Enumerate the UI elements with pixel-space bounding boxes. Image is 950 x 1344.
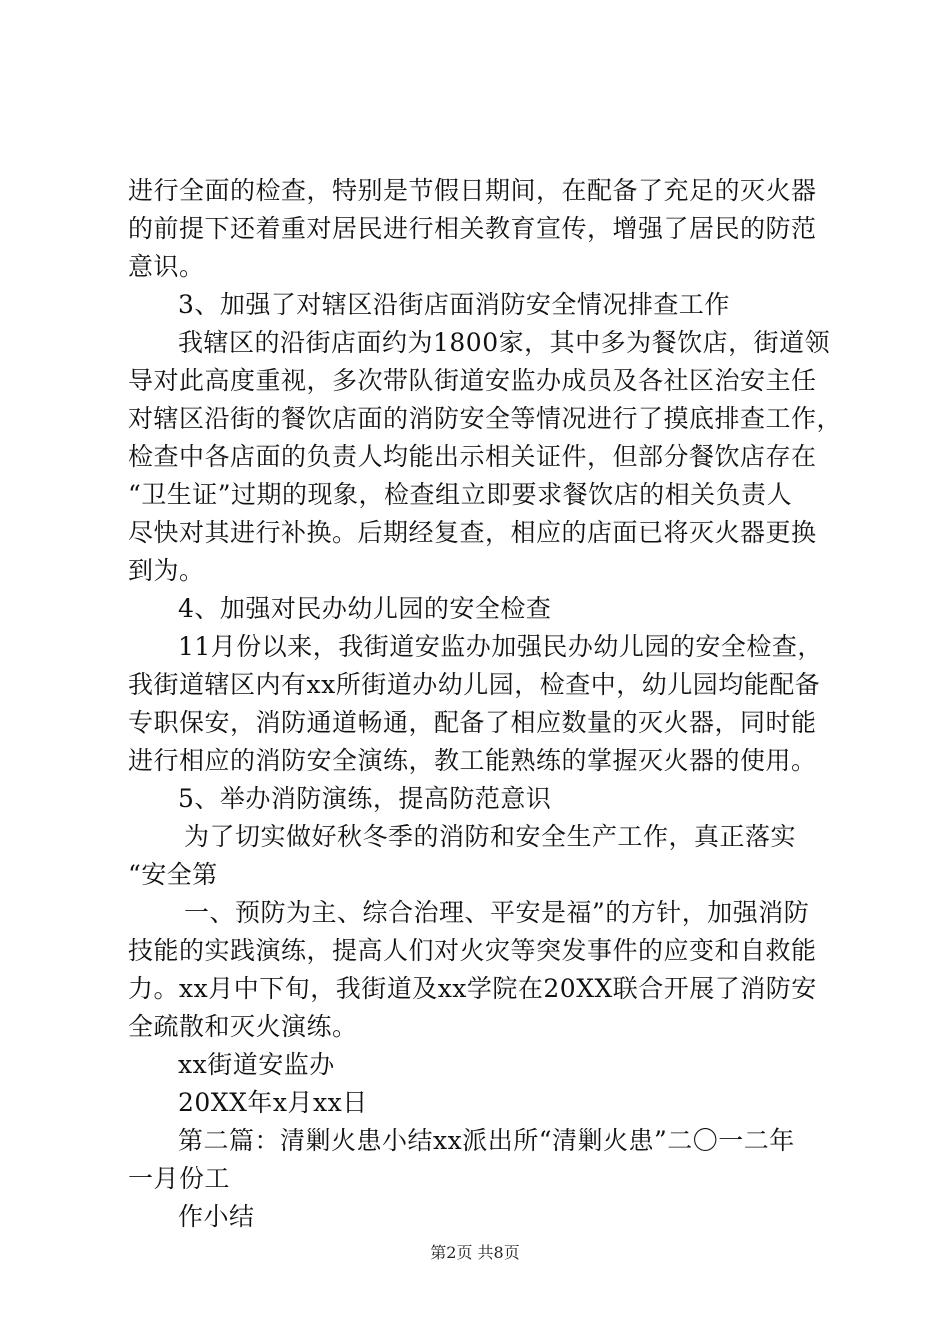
- text-line: 力。xx月中下旬，我街道及xx学院在20XX联合开展了消防安: [128, 974, 817, 1003]
- signature-org: xx街道安监办: [178, 1050, 335, 1079]
- text-line: “安全第: [128, 860, 218, 889]
- text-line: 全疏散和灭火演练。: [128, 1012, 358, 1041]
- text-line: 到为。: [128, 556, 205, 585]
- text-line: 为了切实做好秋冬季的消防和安全生产工作，真正落实: [184, 822, 797, 851]
- text-line: 一、预防为主、综合治理、平安是福”的方针，加强消防: [184, 898, 810, 927]
- text-line: 意识。: [128, 252, 205, 281]
- text-line: 进行全面的检查，特别是节假日期间，在配备了充足的灭火器: [128, 176, 817, 205]
- text-line: 的前提下还着重对居民进行相关教育宣传，增强了居民的防范: [128, 214, 817, 243]
- section-heading: 第二篇：清剿火患小结xx派出所“清剿火患”二〇一二年: [178, 1126, 795, 1155]
- text-line: 检查中各店面的负责人均能出示相关证件，但部分餐饮店存在: [128, 442, 817, 471]
- signature-date: 20XX年x月xx日: [178, 1088, 368, 1117]
- text-line: 导对此高度重视，多次带队街道安监办成员及各社区治安主任: [128, 366, 817, 395]
- text-line: 技能的实践演练，提高人们对火灾等突发事件的应变和自救能: [128, 936, 817, 965]
- text-line: 我街道辖区内有xx所街道办幼儿园，检查中，幼儿园均能配备: [128, 670, 821, 699]
- section-heading: 4、加强对民办幼儿园的安全检查: [178, 594, 552, 623]
- text-line: 对辖区沿街的餐饮店面的消防安全等情况进行了摸底排查工作，: [128, 404, 843, 433]
- text-line: 专职保安，消防通道畅通，配备了相应数量的灭火器，同时能: [128, 708, 817, 737]
- section-heading: 5、举办消防演练，提高防范意识: [178, 784, 552, 813]
- text-line: 我辖区的沿街店面约为1800家，其中多为餐饮店，街道领: [178, 328, 831, 357]
- text-line: 作小结: [178, 1202, 255, 1231]
- text-line: 进行相应的消防安全演练，教工能熟练的掌握灭火器的使用。: [128, 746, 817, 775]
- page-footer: 第2页 共8页: [430, 1243, 520, 1262]
- text-line: “卫生证”过期的现象，检查组立即要求餐饮店的相关负责人: [128, 480, 793, 509]
- text-line: 尽快对其进行补换。后期经复查，相应的店面已将灭火器更换: [128, 518, 817, 547]
- section-heading: 3、加强了对辖区沿街店面消防安全情况排查工作: [178, 290, 730, 319]
- text-line: 11月份以来，我街道安监办加强民办幼儿园的安全检查，: [178, 632, 823, 661]
- text-line: 一月份工: [128, 1164, 231, 1193]
